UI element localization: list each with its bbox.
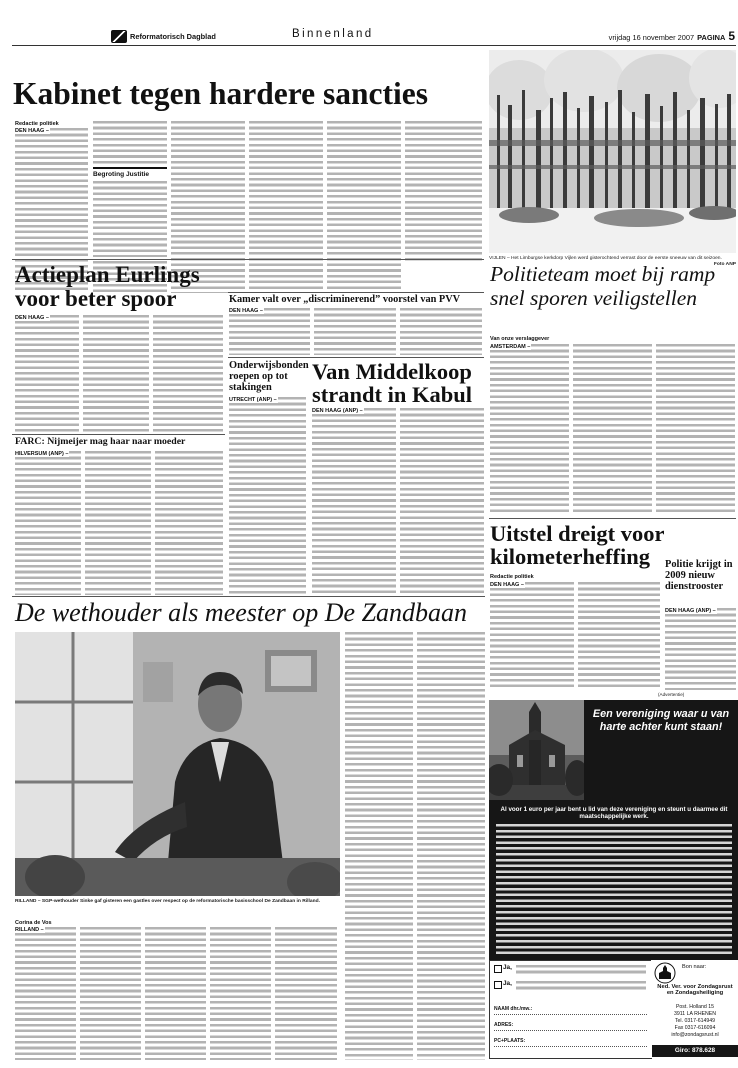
lead-dateline: DEN HAAG –: [15, 128, 49, 134]
send-to-city: 3911 LA RHENEN: [674, 1011, 716, 1017]
publisher-name: Reformatorisch Dagblad: [130, 32, 216, 41]
body-text-column: [314, 308, 396, 355]
kabul-dateline: DEN HAAG (ANP) –: [312, 408, 363, 414]
giro-number: Giro: 878.628: [674, 1047, 716, 1054]
ad-headline: Een vereniging waar u van harte achter kunt staan!: [592, 708, 730, 733]
send-to-street: Post. Holland 15: [675, 1004, 715, 1010]
body-text-column: [490, 582, 574, 690]
snow-photo-credit: Foto ANP: [713, 261, 736, 267]
classroom-photo-caption: RILLAND – SGP-wethouder Sinke gaf gisteren een gastles over respect op de reformatorische basisschool De Zandbaan in Rilland.: [15, 899, 320, 904]
pvv-headline: Kamer valt over „discriminerend” voorstel van PVV: [229, 294, 461, 305]
coupon-check-label: Ja,: [503, 980, 512, 987]
coupon-option-text: [516, 981, 646, 992]
body-text-column: [573, 344, 652, 514]
police-team-byline: Van onze verslaggever: [490, 336, 550, 342]
ad-body-text: [496, 824, 732, 954]
body-text-column: [249, 121, 323, 293]
pvv-dateline: DEN HAAG –: [229, 308, 263, 314]
police-roster-headline: Politie krijgt in 2009 nieuw dienstrooster: [665, 559, 733, 592]
header-divider: [12, 45, 736, 46]
body-text-column: [405, 121, 482, 261]
km-levy-headline: Uitstel dreigt voor kilometerheffing: [490, 521, 665, 570]
school-headline: De wethouder als meester op De Zandbaan: [15, 598, 468, 627]
body-text-column: [400, 408, 484, 595]
coupon-checkbox[interactable]: [494, 965, 502, 973]
newspaper-logo-icon: [111, 30, 127, 43]
farc-dateline: HILVERSUM (ANP) –: [15, 451, 69, 457]
section-divider: [228, 292, 484, 293]
km-levy-byline: Redactie politiek: [490, 574, 534, 580]
page-date-block: [609, 29, 735, 43]
sidebar-box: [93, 167, 167, 259]
body-text-column: [15, 315, 79, 433]
police-roster-dateline: DEN HAAG (ANP) –: [665, 608, 716, 614]
body-text-column: [15, 451, 81, 595]
body-text-column: [345, 632, 413, 1060]
school-byline: Corina de Vos: [15, 920, 52, 926]
ad-intro: Al voor 1 euro per jaar bent u lid van deze vereniging en steunt u daarmee dit maatschappelijke werk.: [500, 806, 728, 821]
body-text-column: [417, 632, 485, 1060]
body-text-column: [145, 927, 206, 1060]
body-text-column: [155, 451, 223, 595]
police-team-headline: Politieteam moet bij ramp snel sporen veiligstellen: [490, 262, 716, 311]
church-photo: [489, 700, 584, 800]
body-text-column: [153, 315, 223, 433]
section-title: Binnenland: [292, 28, 374, 40]
send-to-label: Bon naar:: [682, 964, 707, 970]
body-text-column: [229, 397, 306, 595]
rail-dateline: DEN HAAG –: [15, 315, 49, 321]
section-divider: [228, 357, 484, 358]
send-to-email[interactable]: info@zondagsrust.nl: [671, 1032, 719, 1038]
association-logo-icon: [654, 962, 676, 984]
body-text-column: [578, 582, 660, 690]
rail-headline: Actieplan Eurlings voor beter spoor: [15, 262, 200, 311]
page-label: PAGINA: [697, 33, 726, 42]
body-text-column: [83, 315, 149, 433]
body-text-column: [490, 344, 569, 514]
body-text-column: [400, 308, 482, 355]
issue-date: vrijdag 16 november 2007: [608, 33, 695, 42]
section-divider: [12, 434, 225, 435]
lead-headline: Kabinet tegen hardere sancties: [13, 76, 428, 111]
coupon-form: [489, 960, 652, 1059]
kabul-headline: Van Middelkoop strandt in Kabul: [312, 359, 473, 408]
body-text-column: [93, 121, 167, 165]
body-text-column: [210, 927, 271, 1060]
send-to-fax: Fax 0317-616094: [674, 1025, 716, 1031]
body-text-column: [656, 344, 735, 514]
section-divider: [12, 596, 485, 597]
coupon-name-field[interactable]: NAAM dhr./mw.:: [494, 1005, 647, 1015]
strikes-headline: Onderwijsbonden roepen op tot stakingen: [229, 360, 309, 393]
ad-label: (Advertentie): [658, 692, 685, 697]
giro-bar: [652, 1045, 738, 1057]
farc-headline: FARC: Nijmeijer mag haar naar moeder: [15, 436, 186, 447]
section-divider: [489, 518, 736, 519]
coupon-postcode-city-field[interactable]: PC+PLAATS:: [494, 1037, 647, 1047]
snow-caption-text: VIJLEN – Het Limburgse kerkdorp Vijlen werd gisterochtend verrast door de eerste sneeuw van dit seizoen.: [489, 256, 722, 261]
km-levy-dateline: DEN HAAG –: [490, 582, 524, 588]
body-text-column: [15, 927, 76, 1060]
police-team-dateline: AMSTERDAM –: [490, 344, 531, 350]
body-text-column: [327, 121, 401, 293]
coupon-check-label: Ja,: [503, 964, 512, 971]
coupon-checkbox[interactable]: [494, 981, 502, 989]
body-text-column: [312, 408, 396, 595]
sidebar-box-title: Begroting Justitie: [93, 171, 150, 178]
body-text-column: [80, 927, 141, 1060]
page-number: 5: [728, 29, 735, 43]
send-to-tel: Tel. 0317-614949: [674, 1018, 716, 1024]
strikes-dateline: UTRECHT (ANP) –: [229, 397, 277, 403]
section-divider: [12, 259, 484, 260]
body-text-column: [229, 308, 310, 355]
send-to-org: Ned. Ver. voor Zondagsrust en Zondagsheiliging: [657, 984, 733, 997]
body-text-column: [85, 451, 151, 595]
body-text-column: [275, 927, 337, 1060]
snow-photo: [489, 50, 736, 253]
coupon-option-text: [516, 965, 646, 976]
lead-byline: Redactie politiek: [15, 121, 59, 127]
sidebar-box-text: [93, 181, 167, 257]
body-text-column: [665, 608, 736, 690]
coupon-address-field[interactable]: ADRES:: [494, 1021, 647, 1031]
classroom-photo: [15, 632, 340, 896]
school-dateline: RILLAND –: [15, 927, 44, 933]
